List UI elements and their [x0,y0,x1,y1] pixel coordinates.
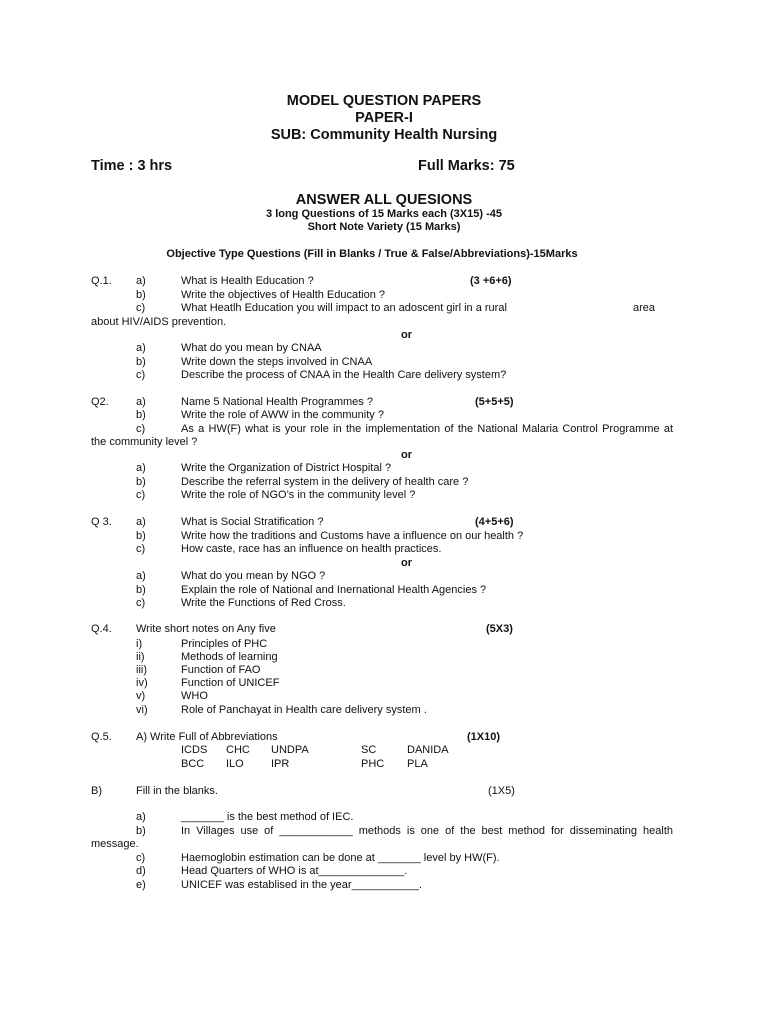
item-label: a) [136,396,146,408]
item-text: Write the role of NGO’s in the community level ? [181,489,416,501]
item-text: Principles of PHC [181,638,268,650]
item-label: c) [136,423,146,435]
abbreviation: CHC [226,744,250,756]
question-marks: (1X5) [488,785,515,797]
question-heading: Fill in the blanks. [136,785,218,797]
item-text: Role of Panchayat in Health care delivery system . [181,704,427,716]
item-label: c) [136,302,146,314]
instructions-heading: ANSWER ALL QUESIONS [295,192,473,208]
abbreviation: ILO [226,758,244,770]
abbreviation: UNDPA [271,744,309,756]
item-text: In Villages use of ____________ methods is one of the best method for disseminating health [181,825,673,837]
short-note-note: Short Note Variety (15 Marks) [307,221,461,233]
item-text: Function of FAO [181,664,261,676]
item-label: b) [136,825,146,837]
or-separator: or [401,329,412,341]
item-label: d) [136,865,146,877]
abbreviation: PLA [407,758,428,770]
question-number: Q.5. [91,731,112,743]
item-label: ii) [136,651,145,663]
item-text: Head Quarters of WHO is at______________. [181,865,408,877]
abbreviation: SC [361,744,377,756]
or-separator: or [401,557,412,569]
item-text: What Heatlh Education you will impact to an adoscent girl in a rural [181,302,507,314]
item-text: What is Social Stratification ? [181,516,324,528]
item-text: Write down the steps involved in CNAA [181,356,373,368]
item-label: c) [136,597,146,609]
item-text: WHO [181,690,208,702]
item-label: a) [136,811,146,823]
item-text: Explain the role of National and Inernational Health Agencies ? [181,584,487,596]
question-number: Q 3. [91,516,112,528]
item-label: a) [136,516,146,528]
item-label: c) [136,852,146,864]
question-number: Q2. [91,396,109,408]
item-text: Methods of learning [181,651,278,663]
item-label: a) [136,570,146,582]
abbreviation: ICDS [181,744,208,756]
item-label: c) [136,543,146,555]
or-separator: or [401,449,412,461]
question-heading: Write short notes on Any five [136,623,276,635]
abbreviation: PHC [361,758,385,770]
paper-title: MODEL QUESTION PAPERS [286,93,482,109]
question-heading: A) Write Full of Abbreviations [136,731,278,743]
abbreviation: DANIDA [407,744,449,756]
item-text: UNICEF was establised in the year___________. [181,879,422,891]
item-label: b) [136,584,146,596]
item-text: As a HW(F) what is your role in the implementation of the National Malaria Control Programme at [181,423,673,435]
item-label: b) [136,530,146,542]
item-text: Write the Organization of District Hospital ? [181,462,392,474]
paper-number: PAPER-I [355,110,413,126]
item-text-end: area [633,302,656,314]
item-text: Function of UNICEF [181,677,280,689]
item-text: Write the role of AWW in the community ? [181,409,384,421]
item-text: What do you mean by CNAA [181,342,322,354]
item-continuation: message. [91,838,139,850]
abbreviation: IPR [271,758,290,770]
item-label: i) [136,638,143,650]
item-label: vi) [136,704,148,716]
item-label: v) [136,690,146,702]
question-number: B) [91,785,102,797]
item-label: a) [136,342,146,354]
item-text: Name 5 National Health Programmes ? [181,396,373,408]
long-questions-note: 3 long Questions of 15 Marks each (3X15) -45 [266,208,502,220]
question-marks: (3 +6+6) [470,275,512,287]
item-text: How caste, race has an influence on health practices. [181,543,442,555]
item-continuation: the community level ? [91,436,198,448]
item-text: What do you mean by NGO ? [181,570,326,582]
item-text: Write how the traditions and Customs have a influence on our health ? [181,530,524,542]
item-label: b) [136,476,146,488]
paper-subject: SUB: Community Health Nursing [270,127,498,143]
item-text: Write the objectives of Health Education ? [181,289,386,301]
item-text: Write the Functions of Red Cross. [181,597,346,609]
item-continuation: about HIV/AIDS prevention. [91,316,227,328]
item-label: b) [136,356,146,368]
question-marks: (4+5+6) [475,516,514,528]
question-marks: (5+5+5) [475,396,514,408]
full-marks-label: Full Marks: 75 [418,158,515,174]
question-marks: (5X3) [486,623,513,635]
item-label: e) [136,879,146,891]
item-text: Describe the referral system in the delivery of health care ? [181,476,469,488]
abbreviation: BCC [181,758,205,770]
item-label: a) [136,275,146,287]
objective-note: Objective Type Questions (Fill in Blanks / True & False/Abbreviations)-15Marks [166,248,578,260]
item-text: What is Health Education ? [181,275,314,287]
item-label: iv) [136,677,148,689]
item-text: Haemoglobin estimation can be done at _______ level by HW(F). [181,852,500,864]
question-number: Q.1. [91,275,112,287]
item-text: Describe the process of CNAA in the Health Care delivery system? [181,369,507,381]
item-label: b) [136,409,146,421]
item-label: iii) [136,664,147,676]
item-text: _______ is the best method of IEC. [181,811,354,823]
question-number: Q.4. [91,623,112,635]
item-label: c) [136,489,146,501]
time-label: Time : 3 hrs [91,158,173,174]
question-marks: (1X10) [467,731,501,743]
item-label: a) [136,462,146,474]
item-label: b) [136,289,146,301]
item-label: c) [136,369,146,381]
